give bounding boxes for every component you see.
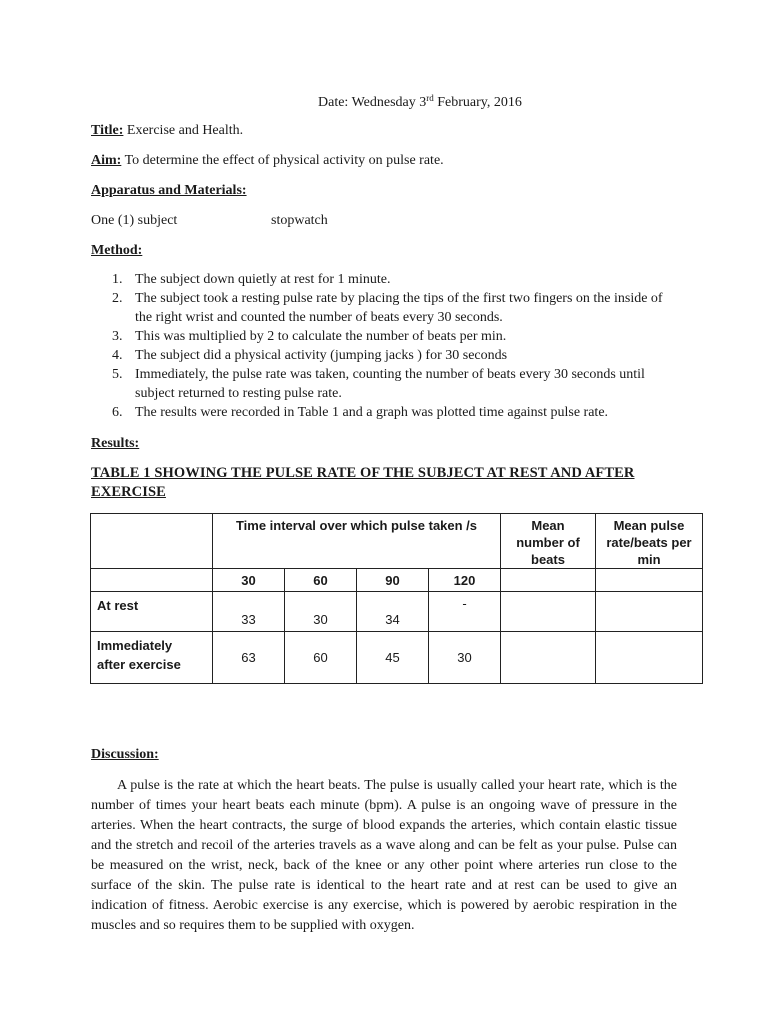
value-cell: 30	[285, 592, 357, 632]
method-step	[91, 327, 671, 346]
step-text: The results were recorded in Table 1 and a graph was plotted time against pulse rate.	[135, 405, 609, 420]
aim-line	[91, 153, 444, 169]
interval-cell: 30	[213, 569, 285, 592]
mean-beats-header-text: Mean number of beats	[516, 518, 580, 567]
value-cell: 60	[285, 632, 357, 684]
value-cell: 63	[213, 632, 285, 684]
mean-rate-header-text: Mean pulse rate/beats per min	[606, 518, 692, 567]
method-step	[91, 403, 671, 422]
step-text: The subject took a resting pulse rate by placing the tips of the first two fingers on the inside of the right wrist and counted the number of beats every 30 seconds.	[135, 291, 663, 325]
header-empty-cell	[91, 514, 213, 569]
step-number: 2.	[112, 291, 123, 306]
mean-beats-cell	[501, 592, 596, 632]
mean-beats-cell	[501, 632, 596, 684]
value-cell: -	[429, 592, 501, 632]
time-interval-header-text: Time interval over which pulse taken /s	[235, 518, 478, 533]
mean-beats-empty-cell	[501, 569, 596, 592]
step-text: The subject did a physical activity (jumping jacks ) for 30 seconds	[135, 348, 508, 363]
aim-text: To determine the effect of physical activity on pulse rate.	[121, 153, 444, 168]
date-rest: February, 2016	[433, 95, 522, 110]
discussion-paragraph: A pulse is the rate at which the heart beats. The pulse is usually called your heart rate, which is the number of times your heart beats each minute (bpm). A pulse is an ongoing wave of pressure in the arteries. When the heart contracts, the surge of blood expands the arteries, which contain elastic tissue and the stretch and recoil of the arteries travels as a wave along and can be felt as your pulse. Pulse can be measured on the wrist, neck, back of the knee or any other point where arteries run close to the surface of the skin. The pulse rate is identical to the heart rate and at rest can be used to give an indication of fitness. Aerobic exercise is any exercise, which is powered by aerobic respiration in the muscles and so requires them to be supplied with oxygen.	[91, 778, 677, 933]
mean-rate-header	[596, 514, 703, 569]
method-step	[91, 289, 671, 327]
time-interval-header	[213, 514, 501, 569]
step-text: The subject down quietly at rest for 1 minute.	[135, 272, 391, 287]
mean-rate-cell	[596, 592, 703, 632]
apparatus-item-subject: One (1) subject	[91, 213, 178, 228]
row-label	[91, 632, 213, 684]
mean-beats-header	[501, 514, 596, 569]
mean-rate-cell	[596, 632, 703, 684]
value-cell: 30	[429, 632, 501, 684]
method-list	[91, 270, 671, 422]
date-prefix: Date: Wednesday 3	[318, 95, 427, 110]
table-title: TABLE 1 SHOWING THE PULSE RATE OF THE SUBJECT AT REST AND AFTER EXERCISE	[91, 465, 635, 500]
interval-empty-cell	[91, 569, 213, 592]
row-label-text: Immediately after exercise	[97, 638, 181, 672]
value-cell: 45	[357, 632, 429, 684]
aim-label: Aim:	[91, 153, 122, 168]
apparatus-item-stopwatch: stopwatch	[271, 213, 328, 228]
interval-cell: 120	[429, 569, 501, 592]
title-line	[91, 123, 243, 139]
method-step	[91, 270, 671, 289]
results-heading: Results:	[91, 436, 140, 451]
table-header-row	[91, 514, 703, 569]
method-step	[91, 365, 671, 403]
title-label: Title:	[91, 123, 124, 138]
date-line	[318, 93, 522, 111]
results-table	[90, 513, 703, 684]
value-cell: 33	[213, 592, 285, 632]
table-row	[91, 632, 703, 684]
method-step	[91, 346, 671, 365]
step-text: This was multiplied by 2 to calculate the number of beats per min.	[135, 329, 507, 344]
apparatus-heading: Apparatus and Materials:	[91, 183, 247, 198]
mean-rate-empty-cell	[596, 569, 703, 592]
interval-cell: 60	[285, 569, 357, 592]
step-text: Immediately, the pulse rate was taken, counting the number of beats every 30 seconds until subject returned to resting pulse rate.	[135, 367, 645, 401]
date-ordinal-suffix: rd	[426, 93, 434, 103]
table-row	[91, 592, 703, 632]
interval-row	[91, 569, 703, 592]
row-label: At rest	[91, 592, 213, 632]
step-number: 6.	[112, 405, 123, 420]
interval-cell: 90	[357, 569, 429, 592]
title-text: Exercise and Health.	[123, 123, 244, 138]
method-heading: Method:	[91, 243, 143, 258]
step-number: 1.	[112, 272, 123, 287]
step-number: 3.	[112, 329, 123, 344]
value-cell: 34	[357, 592, 429, 632]
discussion-heading: Discussion:	[91, 747, 159, 762]
step-number: 4.	[112, 348, 123, 363]
step-number: 5.	[112, 367, 123, 382]
